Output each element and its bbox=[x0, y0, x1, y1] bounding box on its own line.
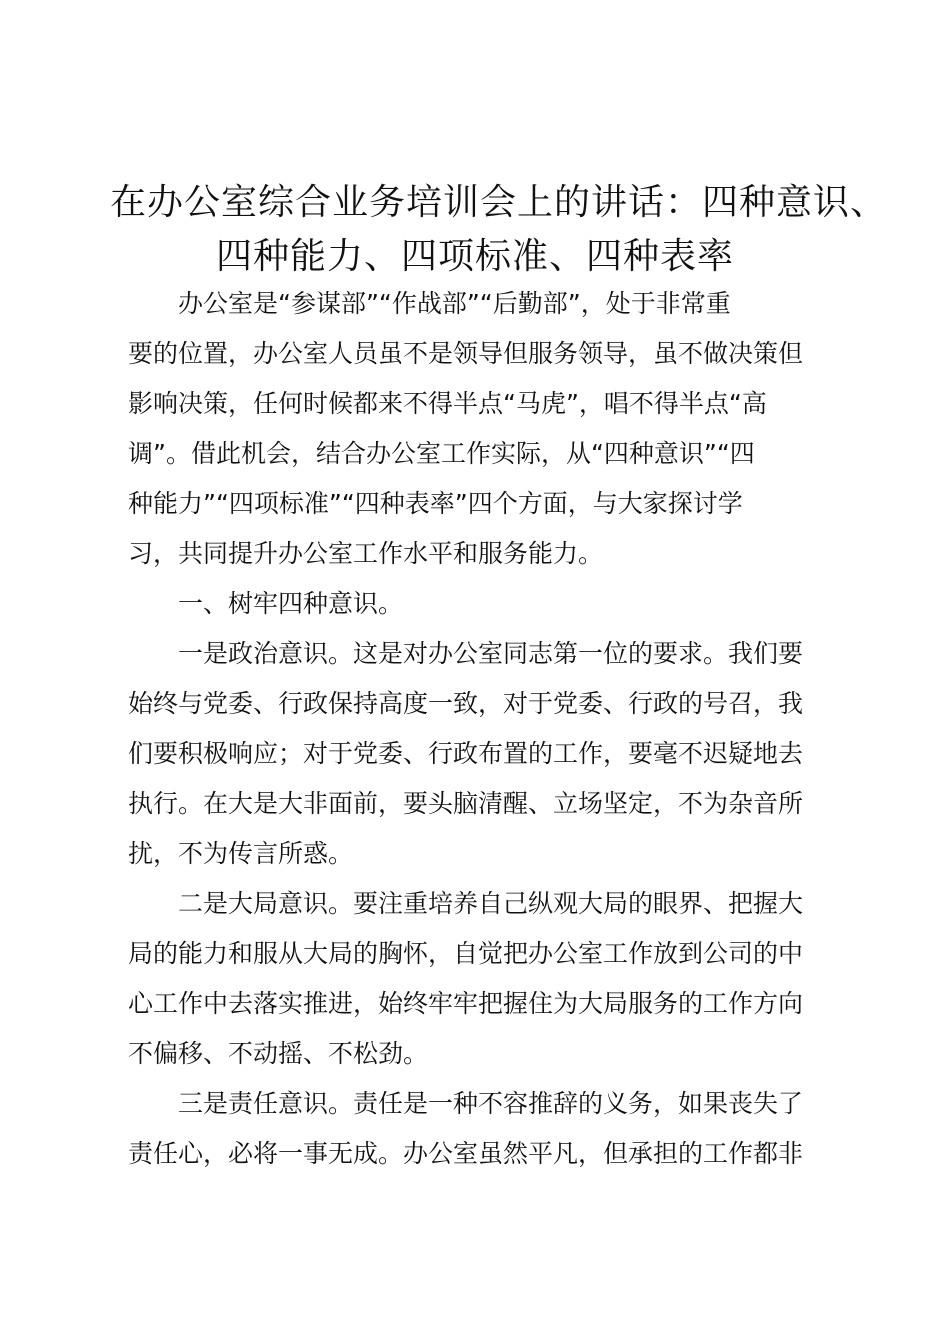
text-line: 责任心，必将一事无成。办公室虽然平凡，但承担的工作都非 bbox=[128, 1139, 804, 1168]
section-heading bbox=[128, 579, 832, 629]
text-line: 三是责任意识。责任是一种不容推辞的义务，如果丧失了 bbox=[178, 1089, 804, 1118]
paragraph-overall bbox=[128, 879, 832, 1079]
text-line: 扰，不为传言所惑。 bbox=[128, 839, 354, 868]
text-line: 调”。借此机会，结合办公室工作实际，从“四种意识”“四 bbox=[128, 439, 755, 468]
text-line: 办公室是“参谋部”“作战部”“后勤部”，处于非常重 bbox=[178, 289, 731, 318]
text-line: 局的能力和服从大局的胸怀，自觉把办公室工作放到公司的中 bbox=[128, 939, 804, 968]
text-line: 始终与党委、行政保持高度一致，对于党委、行政的号召，我 bbox=[128, 689, 804, 718]
text-line: 习，共同提升办公室工作水平和服务能力。 bbox=[128, 539, 604, 568]
text-line: 影响决策，任何时候都来不得半点“马虎”，唱不得半点“高 bbox=[128, 389, 767, 418]
text-line: 心工作中去落实推进，始终牢牢把握住为大局服务的工作方向 bbox=[128, 989, 804, 1018]
paragraph-political bbox=[128, 629, 832, 879]
title-line-1: 在办公室综合业务培训会上的讲话：四种意识、 bbox=[110, 182, 888, 223]
text-line: 要的位置，办公室人员虽不是领导但服务领导，虽不做决策但 bbox=[128, 339, 804, 368]
text-line: 不偏移、不动摇、不松劲。 bbox=[128, 1039, 429, 1068]
paragraph-intro bbox=[128, 279, 832, 579]
text-line: 们要积极响应；对于党委、行政布置的工作，要毫不迟疑地去 bbox=[128, 739, 804, 768]
text-line: 一是政治意识。这是对办公室同志第一位的要求。我们要 bbox=[178, 639, 804, 668]
text-line: 一、树牢四种意识。 bbox=[178, 589, 404, 618]
document-title bbox=[110, 176, 888, 284]
text-line: 执行。在大是大非面前，要头脑清醒、立场坚定，不为杂音所 bbox=[128, 789, 804, 818]
text-line: 种能力”“四项标准”“四种表率”四个方面，与大家探讨学 bbox=[128, 489, 743, 518]
text-line: 二是大局意识。要注重培养自己纵观大局的眼界、把握大 bbox=[178, 889, 804, 918]
title-line-2: 四种能力、四项标准、四种表率 bbox=[215, 236, 734, 277]
paragraph-responsibility bbox=[128, 1079, 832, 1179]
document-body bbox=[128, 279, 832, 1179]
